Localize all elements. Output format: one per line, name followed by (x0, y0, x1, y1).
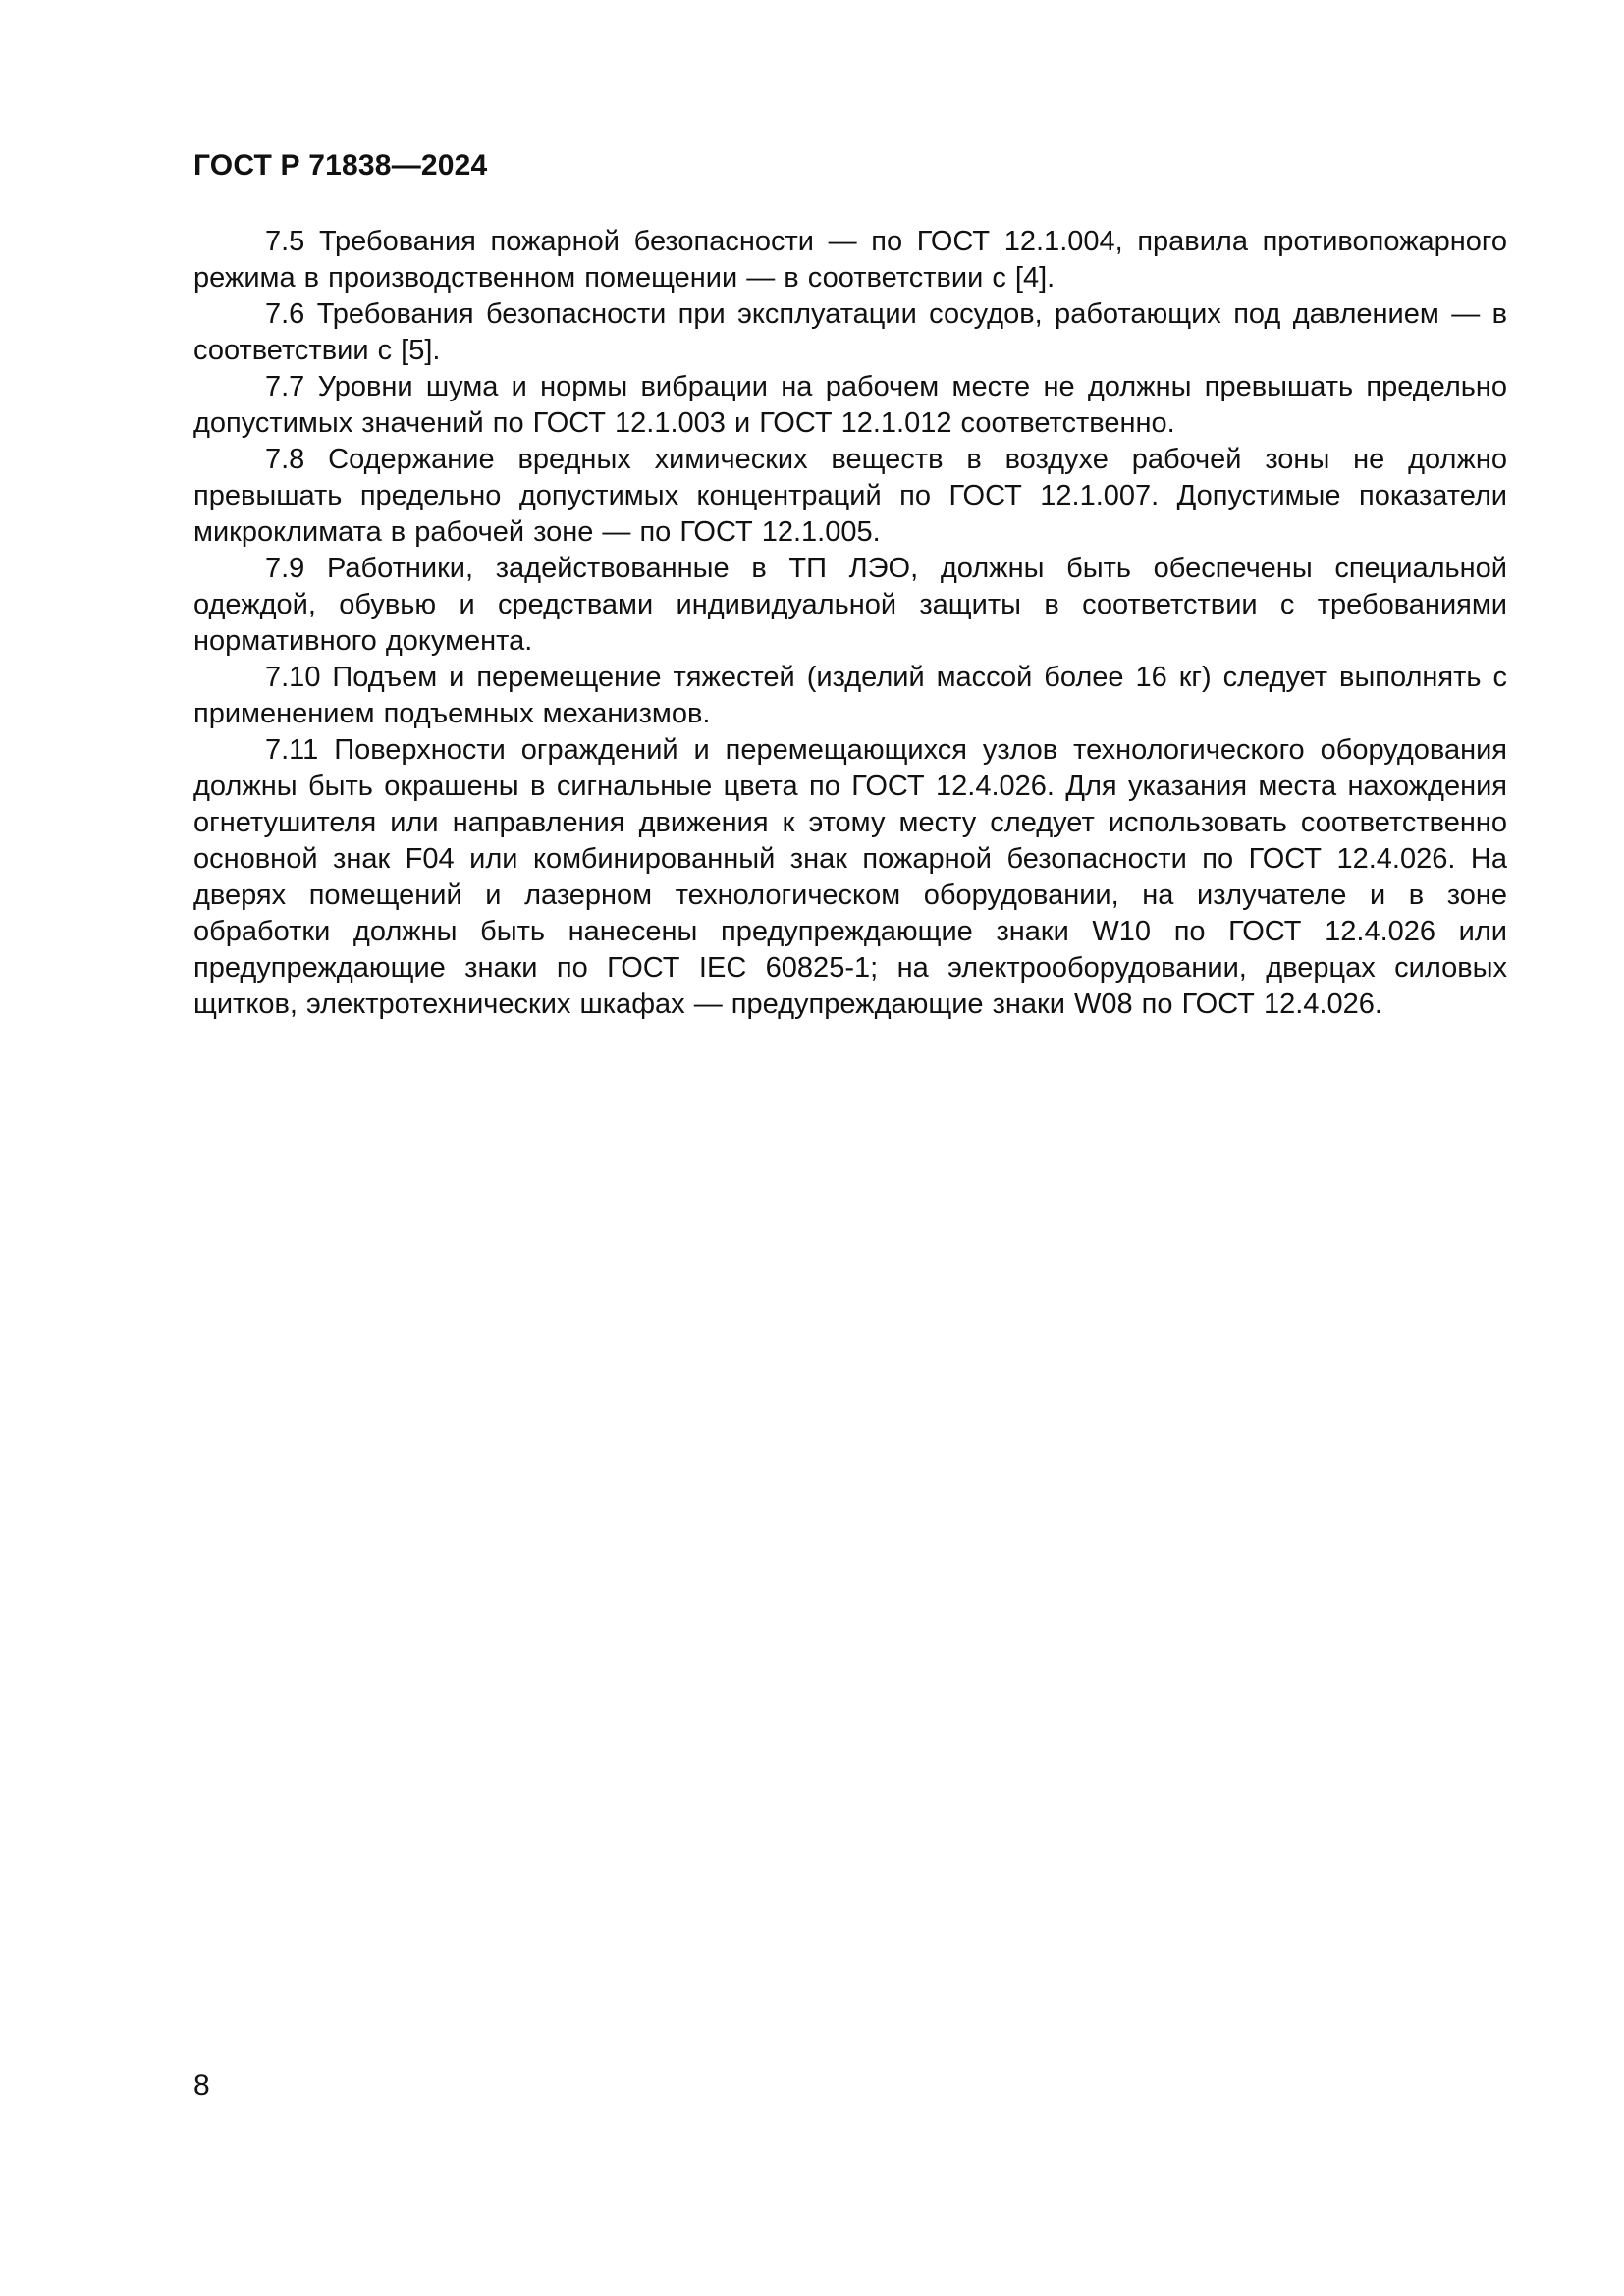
paragraph-7-11: 7.11 Поверхности ограждений и перемещающихся узлов технологического оборудования должны быть окрашены в сигнальные цвета по ГОСТ 12.4.026. Для указания места нахождения огнетушителя или направления движения к этому месту следует использовать соответственно основной знак F04 или комбинированный знак пожарной безопасности по ГОСТ 12.4.026. На дверях помещений и лазерном технологическом оборудовании, на излучателе и в зоне обработки должны быть нанесены предупреждающие знаки W10 по ГОСТ 12.4.026 или предупреждающие знаки по ГОСТ IEC 60825-1; на электрооборудовании, дверцах силовых щитков, электротехнических шкафах — предупреждающие знаки W08 по ГОСТ 12.4.026. (193, 734, 1507, 1020)
document-body (193, 224, 1507, 1023)
paragraph-7-9: 7.9 Работники, задействованные в ТП ЛЭО, должны быть обеспечены специальной одеждой, обувью и средствами индивидуальной защиты в соответствии с требованиями нормативного документа. (193, 553, 1507, 657)
paragraph-7-10: 7.10 Подъем и перемещение тяжестей (изделий массой более 16 кг) следует выполнять с применением подъемных механизмов. (193, 662, 1507, 729)
page-number: 8 (193, 2069, 210, 2102)
paragraph-7-8: 7.8 Содержание вредных химических веществ в воздухе рабочей зоны не должно превышать предельно допустимых концентраций по ГОСТ 12.1.007. Допустимые показатели микроклимата в рабочей зоне — по ГОСТ 12.1.005. (193, 444, 1507, 548)
paragraph-7-5: 7.5 Требования пожарной безопасности — по ГОСТ 12.1.004, правила противопожарного режима в производственном помещении — в соответствии с [4]. (193, 226, 1507, 294)
document-header: ГОСТ Р 71838—2024 (193, 149, 488, 182)
paragraph-7-6: 7.6 Требования безопасности при эксплуатации сосудов, работающих под давлением — в соответствии с [5]. (193, 298, 1507, 366)
paragraph-7-7: 7.7 Уровни шума и нормы вибрации на рабочем месте не должны превышать предельно допустимых значений по ГОСТ 12.1.003 и ГОСТ 12.1.012 соответственно. (193, 371, 1507, 439)
